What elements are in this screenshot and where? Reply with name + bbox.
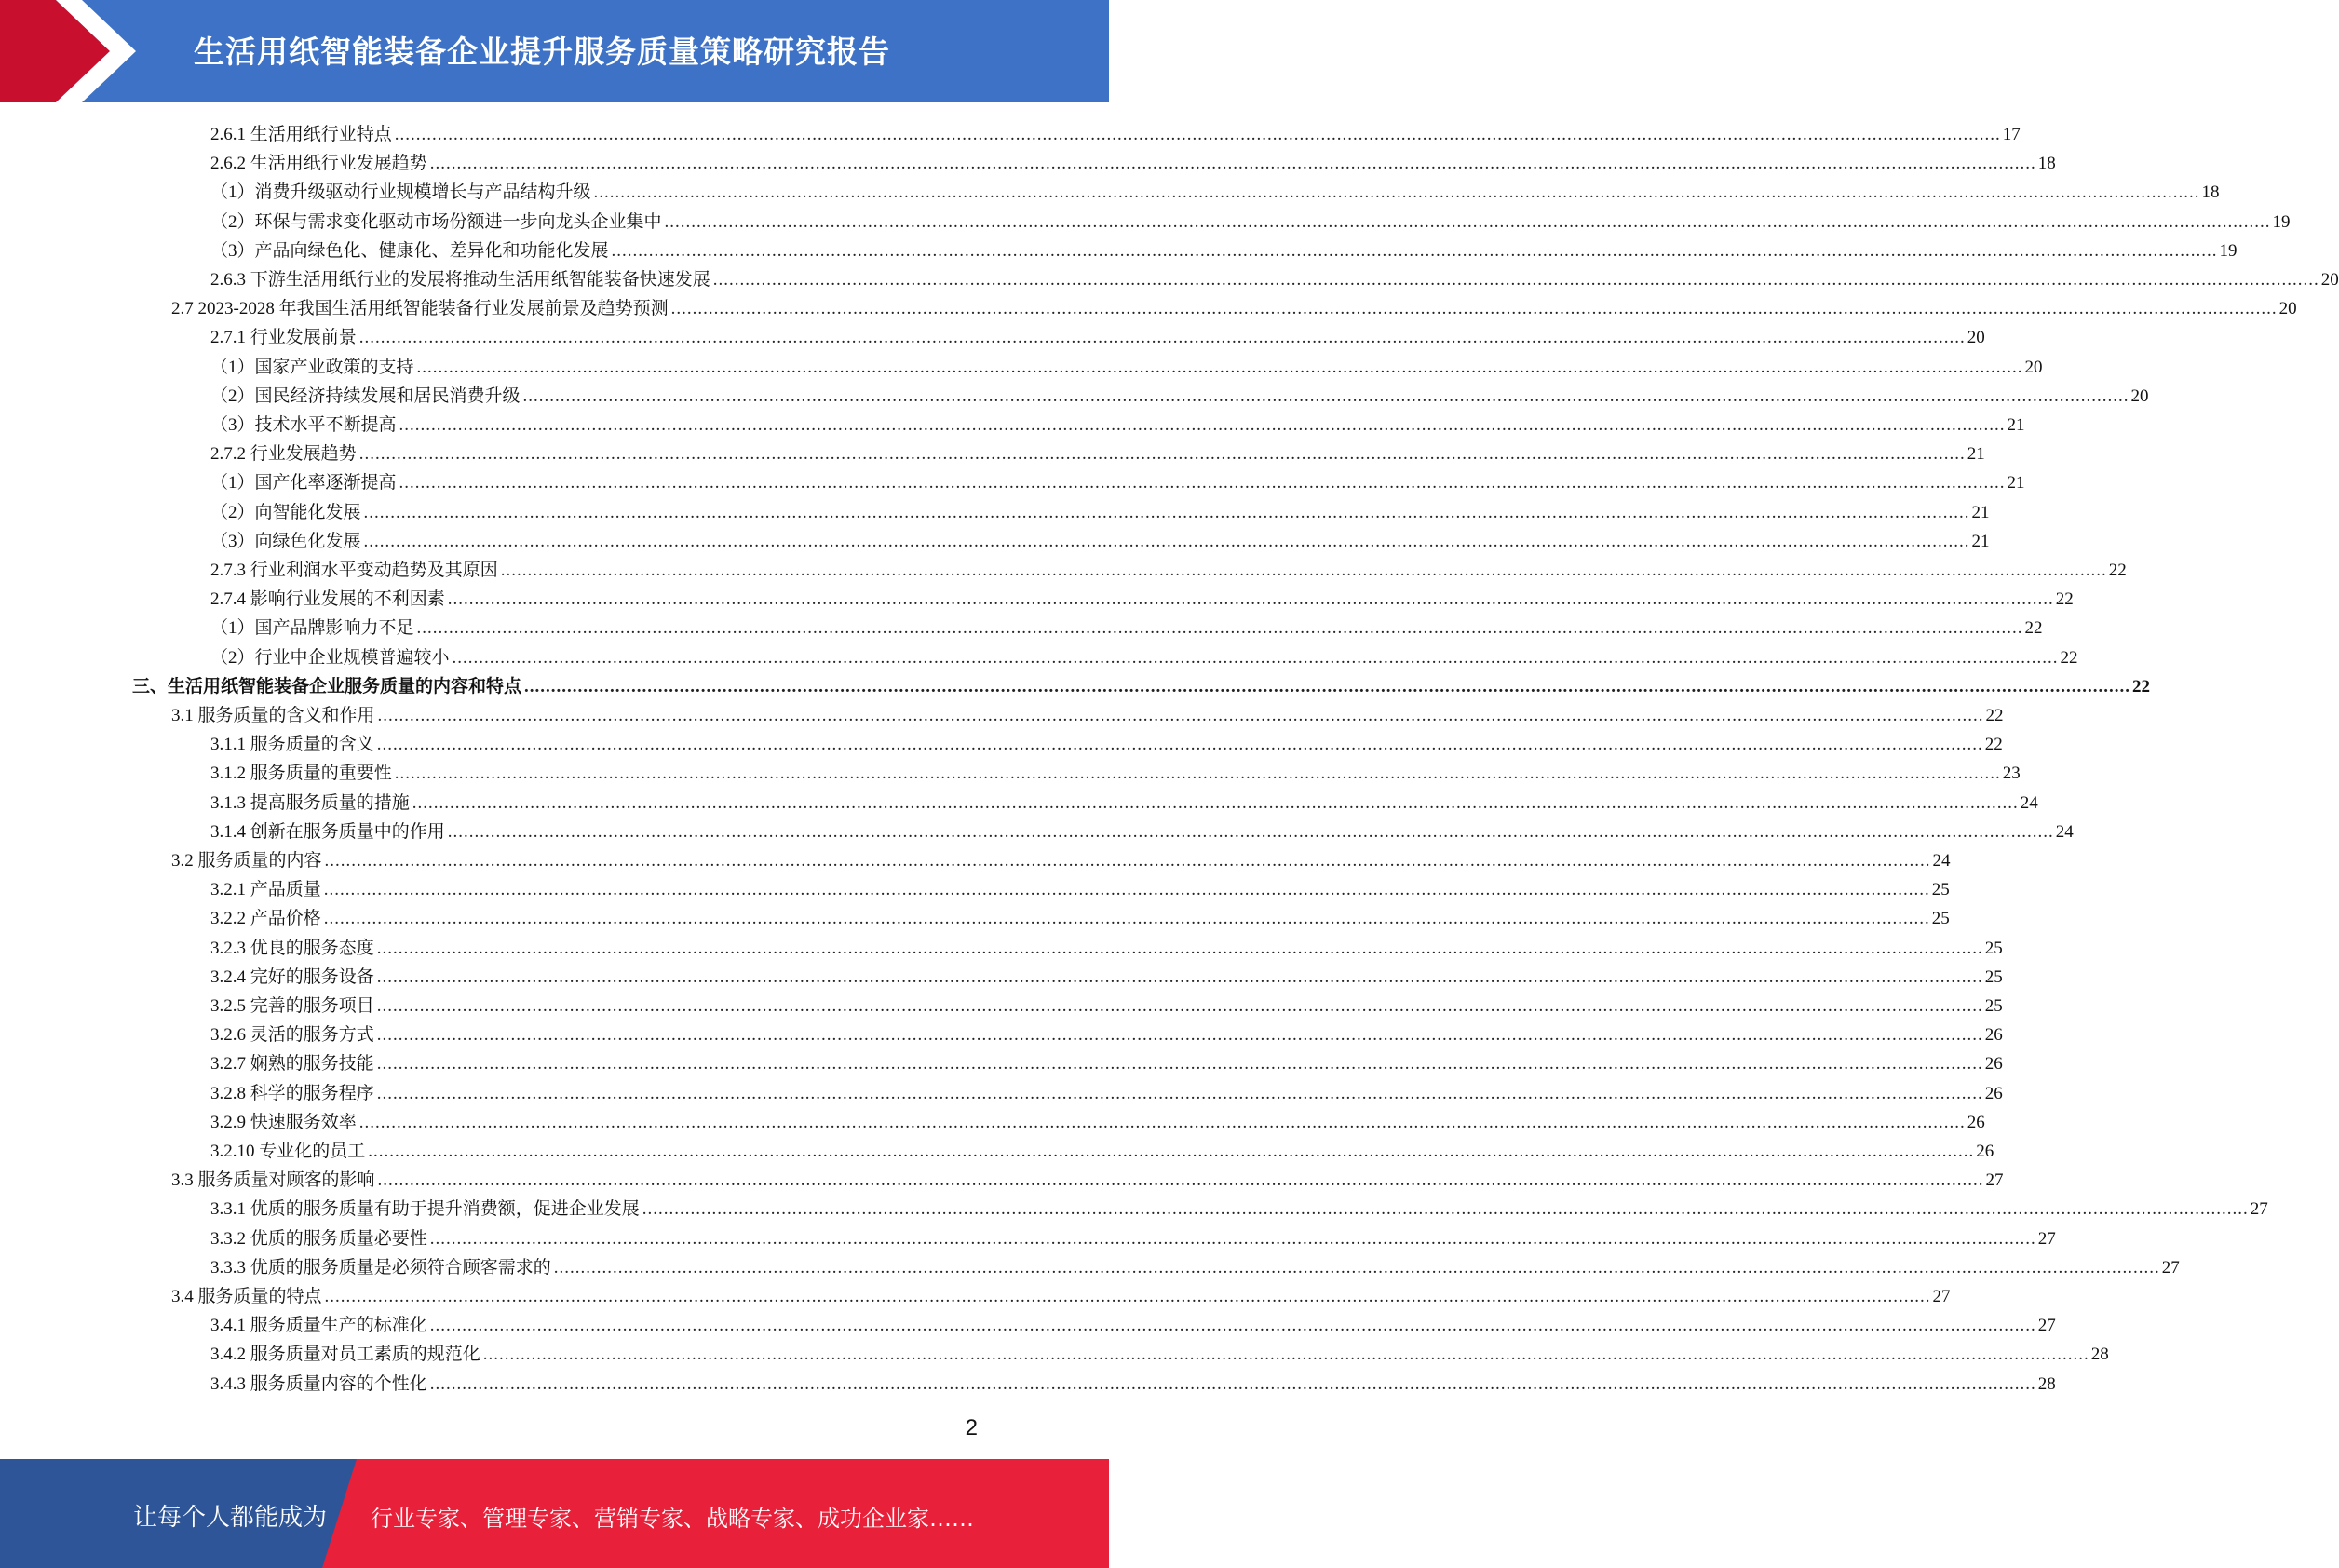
toc-entry-title: 2.7.1 行业发展前景 — [210, 328, 357, 348]
toc-entry-title: （2）环保与需求变化驱动市场份额进一步向龙头企业集中 — [210, 211, 662, 232]
page-header — [0, 0, 1109, 102]
toc-entry-title: （3）产品向绿色化、健康化、差异化和功能化发展 — [210, 240, 609, 261]
toc-entry-page: 28 — [2090, 1345, 2109, 1365]
toc-entry-page: 21 — [2007, 473, 2025, 493]
toc-entry-title: （2）行业中企业规模普遍较小 — [210, 647, 450, 668]
toc-entry-page: 27 — [1985, 1170, 2004, 1191]
toc-entry-title: 3.4 服务质量的特点 — [171, 1287, 322, 1306]
page-number: 2 — [965, 1415, 978, 1440]
toc-dot-leader: ............................................................................................................................................................................................................................................................................................................ — [593, 182, 2200, 203]
toc-dot-leader: ............................................................................................................................................................................................................................................................................................................ — [399, 415, 2006, 435]
toc-dot-leader: ............................................................................................................................................................................................................................................................................................................ — [377, 706, 1984, 725]
toc-entry[interactable] — [171, 1279, 1951, 1308]
toc-dot-leader: ............................................................................................................................................................................................................................................................................................................ — [429, 1373, 2036, 1394]
toc-entry-title: （2）国民经济持续发展和居民消费升级 — [210, 385, 521, 406]
toc-entry-title: 3.2.1 产品质量 — [210, 880, 321, 900]
toc-dot-leader: ............................................................................................................................................................................................................................................................................................................ — [429, 1228, 2036, 1249]
toc-entry-page: 27 — [1932, 1287, 1951, 1306]
toc-entry[interactable] — [210, 408, 2025, 437]
toc-dot-leader: ............................................................................................................................................................................................................................................................................................................ — [323, 909, 1930, 929]
toc-dot-leader: ............................................................................................................................................................................................................................................................................................................ — [363, 531, 1970, 551]
toc-entry-page: 25 — [1984, 938, 2003, 958]
toc-entry-title: 2.7.3 行业利润水平变动趋势及其原因 — [210, 561, 498, 580]
toc-entry[interactable] — [171, 698, 2004, 727]
toc-entry[interactable] — [210, 175, 2220, 204]
toc-entry-title: 3.4.2 服务质量对员工素质的规范化 — [210, 1345, 480, 1365]
toc-dot-leader: ............................................................................................................................................................................................................................................................................................................ — [394, 125, 2001, 144]
toc-entry-title: 3.3.2 优质的服务质量必要性 — [210, 1228, 427, 1249]
toc-entry-title: 3.1 服务质量的含义和作用 — [171, 706, 375, 725]
toc-entry-page: 26 — [1984, 1054, 2003, 1075]
footer-slogan-left: 让每个人都能成为 — [133, 1504, 328, 1532]
toc-entry-page: 27 — [2161, 1257, 2180, 1277]
toc-dot-leader: ............................................................................................................................................................................................................................................................................................................ — [368, 1142, 1975, 1161]
toc-dot-leader: ............................................................................................................................................................................................................................................................................................................ — [376, 966, 1983, 987]
toc-entry-page: 26 — [1984, 1025, 2003, 1046]
toc-entry-title: 3.2.6 灵活的服务方式 — [210, 1025, 374, 1046]
toc-entry-title: 3.1.1 服务质量的含义 — [210, 735, 374, 755]
toc-entry[interactable] — [210, 466, 2025, 494]
toc-dot-leader: ............................................................................................................................................................................................................................................................................................................ — [399, 473, 2006, 493]
toc-entry-page: 20 — [2320, 270, 2339, 290]
toc-entry-title: 3.1.2 服务质量的重要性 — [210, 764, 392, 784]
toc-entry-title: 3.2.3 优良的服务态度 — [210, 938, 374, 958]
toc-dot-leader: ............................................................................................................................................................................................................................................................................................................ — [664, 211, 2271, 232]
toc-entry-title: 3.2 服务质量的内容 — [171, 851, 322, 871]
toc-dot-leader: ............................................................................................................................................................................................................................................................................................................ — [447, 821, 2054, 842]
toc-entry-title: 3.2.7 娴熟的服务技能 — [210, 1054, 374, 1075]
toc-entry-page: 20 — [2278, 299, 2297, 319]
toc-dot-leader: ............................................................................................................................................................................................................................................................................................................ — [712, 270, 2319, 290]
toc-entry-page: 22 — [1984, 735, 2003, 755]
toc-entry-title: 3.2.10 专业化的员工 — [210, 1142, 366, 1161]
toc-entry[interactable] — [210, 1047, 2003, 1075]
toc-entry-title: （1）国家产业政策的支持 — [210, 357, 414, 377]
toc-entry-page: 24 — [1932, 851, 1951, 871]
toc-entry-page: 20 — [2130, 385, 2149, 406]
toc-dot-leader: ............................................................................................................................................................................................................................................................................................................ — [358, 328, 1966, 348]
toc-entry[interactable] — [210, 205, 2291, 234]
toc-entry-title: 2.7.4 影响行业发展的不利因素 — [210, 589, 445, 610]
toc-dot-leader: ............................................................................................................................................................................................................................................................................................................ — [394, 764, 2001, 784]
toc-entry-page: 18 — [2037, 154, 2056, 174]
toc-entry-page: 21 — [1971, 531, 1990, 551]
toc-entry[interactable] — [210, 931, 2003, 960]
toc-entry-page: 21 — [2007, 415, 2025, 435]
toc-dot-leader: ............................................................................................................................................................................................................................................................................................................ — [412, 792, 2019, 813]
toc-entry[interactable] — [210, 1134, 1994, 1163]
toc-entry[interactable] — [210, 1367, 2056, 1396]
toc-entry-title: 3.4.1 服务质量生产的标准化 — [210, 1316, 427, 1336]
toc-entry[interactable] — [132, 669, 2151, 698]
toc-entry[interactable] — [210, 901, 1950, 930]
toc-entry-page: 21 — [1971, 502, 1990, 522]
toc-entry[interactable] — [210, 437, 1985, 466]
page-footer — [0, 1459, 1109, 1568]
toc-entry-page: 20 — [1967, 328, 1985, 348]
toc-entry[interactable] — [210, 756, 2021, 785]
toc-entry-page: 22 — [2055, 589, 2074, 610]
toc-entry[interactable] — [210, 1222, 2056, 1250]
toc-entry[interactable] — [210, 350, 2043, 379]
toc-entry[interactable] — [210, 872, 1950, 901]
toc-entry-page: 25 — [1931, 909, 1950, 929]
toc-entry[interactable] — [171, 291, 2297, 320]
toc-dot-leader: ............................................................................................................................................................................................................................................................................................................ — [500, 561, 2107, 580]
toc-entry[interactable] — [210, 379, 2149, 408]
toc-entry-title: 3.3.3 优质的服务质量是必须符合顾客需求的 — [210, 1257, 551, 1277]
toc-entry[interactable] — [171, 1163, 2004, 1192]
toc-entry-page: 26 — [1984, 1083, 2003, 1103]
toc-entry-page: 25 — [1984, 966, 2003, 987]
toc-dot-leader: ............................................................................................................................................................................................................................................................................................................ — [323, 880, 1930, 900]
toc-entry-title: 三、生活用纸智能装备企业服务质量的内容和特点 — [132, 676, 522, 696]
toc-entry-page: 27 — [2037, 1228, 2056, 1249]
toc-dot-leader: ............................................................................................................................................................................................................................................................................................................ — [447, 589, 2054, 610]
toc-entry-page: 19 — [2219, 240, 2238, 261]
toc-entry-title: （1）消费升级驱动行业规模增长与产品结构升级 — [210, 182, 591, 203]
toc-entry-title: 3.3.1 优质的服务质量有助于提升消费额，促进企业发展 — [210, 1199, 640, 1220]
toc-dot-leader: ............................................................................................................................................................................................................................................................................................................ — [376, 938, 1983, 958]
toc-entry-page: 26 — [1976, 1142, 1994, 1161]
toc-entry[interactable] — [210, 1308, 2056, 1337]
toc-entry-page: 17 — [2002, 125, 2021, 144]
toc-entry-title: （3）技术水平不断提高 — [210, 415, 397, 435]
toc-dot-leader: ............................................................................................................................................................................................................................................................................................................ — [553, 1257, 2160, 1277]
toc-entry[interactable] — [210, 786, 2038, 815]
toc-entry[interactable] — [210, 1192, 2268, 1221]
toc-dot-leader: ............................................................................................................................................................................................................................................................................................................ — [670, 299, 2278, 319]
toc-dot-leader: ............................................................................................................................................................................................................................................................................................................ — [452, 647, 2059, 668]
toc-entry-page: 20 — [2024, 357, 2043, 377]
toc-entry[interactable] — [171, 844, 1951, 872]
toc-dot-leader: ............................................................................................................................................................................................................................................................................................................ — [363, 502, 1970, 522]
toc-entry-title: 2.6.3 下游生活用纸行业的发展将推动生活用纸智能装备快速发展 — [210, 270, 710, 290]
toc-dot-leader: ............................................................................................................................................................................................................................................................................................................ — [324, 1287, 1931, 1306]
toc-entry-title: （3）向绿色化发展 — [210, 531, 361, 551]
report-title: 生活用纸智能装备企业提升服务质量策略研究报告 — [194, 34, 890, 70]
toc-entry-page: 24 — [2020, 792, 2038, 813]
toc-entry[interactable] — [210, 1105, 1985, 1134]
toc-entry-page: 27 — [2250, 1199, 2268, 1220]
toc-entry-title: （2）向智能化发展 — [210, 502, 361, 522]
toc-entry-page: 26 — [1967, 1112, 1985, 1132]
toc-entry-title: 2.6.1 生活用纸行业特点 — [210, 125, 392, 144]
toc-dot-leader: ............................................................................................................................................................................................................................................................................................................ — [416, 357, 2023, 377]
toc-entry[interactable] — [210, 960, 2003, 989]
toc-entry-title: 3.2.5 完善的服务项目 — [210, 996, 374, 1016]
toc-entry-title: 2.7.2 行业发展趋势 — [210, 444, 357, 465]
toc-dot-leader: ............................................................................................................................................................................................................................................................................................................ — [376, 735, 1983, 755]
toc-entry-page: 22 — [2108, 561, 2127, 580]
toc-entry-title: 3.1.4 创新在服务质量中的作用 — [210, 821, 445, 842]
toc-entry-page: 18 — [2201, 182, 2220, 203]
toc-dot-leader: ............................................................................................................................................................................................................................................................................................................ — [482, 1345, 2089, 1365]
toc-entry-title: （1）国产化率逐渐提高 — [210, 473, 397, 493]
toc-entry[interactable] — [210, 1076, 2003, 1105]
toc-entry-page: 23 — [2002, 764, 2021, 784]
toc-entry-page: 25 — [1931, 880, 1950, 900]
toc-entry-title: 3.2.8 科学的服务程序 — [210, 1083, 374, 1103]
toc-entry[interactable] — [210, 320, 1985, 349]
toc-entry[interactable] — [210, 524, 1990, 553]
toc-entry[interactable] — [210, 553, 2127, 582]
toc-dot-leader: ............................................................................................................................................................................................................................................................................................................ — [324, 851, 1931, 871]
toc-entry-page: 22 — [2132, 676, 2151, 696]
toc-entry-title: 3.2.9 快速服务效率 — [210, 1112, 357, 1132]
toc-entry[interactable] — [210, 1018, 2003, 1047]
toc-entry-title: （1）国产品牌影响力不足 — [210, 618, 414, 639]
toc-dot-leader: ............................................................................................................................................................................................................................................................................................................ — [376, 1054, 1983, 1075]
toc-dot-leader: ............................................................................................................................................................................................................................................................................................................ — [642, 1199, 2249, 1220]
toc-entry[interactable] — [210, 727, 2003, 756]
toc-dot-leader: ............................................................................................................................................................................................................................................................................................................ — [611, 240, 2218, 261]
toc-dot-leader: ............................................................................................................................................................................................................................................................................................................ — [358, 1112, 1966, 1132]
toc-entry[interactable] — [210, 263, 2339, 291]
toc-entry-page: 24 — [2055, 821, 2074, 842]
toc-dot-leader: ............................................................................................................................................................................................................................................................................................................ — [377, 1170, 1984, 1191]
toc-entry[interactable] — [210, 815, 2074, 844]
toc-entry-page: 28 — [2037, 1373, 2056, 1394]
toc-dot-leader: ............................................................................................................................................................................................................................................................................................................ — [376, 1083, 1983, 1103]
toc-entry-page: 22 — [1985, 706, 2004, 725]
toc-entry-page: 21 — [1967, 444, 1985, 465]
toc-entry-page: 22 — [2024, 618, 2043, 639]
toc-dot-leader: ............................................................................................................................................................................................................................................................................................................ — [376, 996, 1983, 1016]
toc-entry[interactable] — [210, 1337, 2109, 1366]
toc-dot-leader: ............................................................................................................................................................................................................................................................................................................ — [522, 385, 2129, 406]
toc-entry[interactable] — [210, 582, 2074, 611]
toc-entry-page: 27 — [2037, 1316, 2056, 1336]
toc-entry-page: 19 — [2272, 211, 2291, 232]
footer-slogan-right: 行业专家、管理专家、营销专家、战略专家、成功企业家…… — [371, 1506, 974, 1532]
toc-entry[interactable] — [210, 234, 2238, 263]
toc-entry-title: 3.3 服务质量对顾客的影响 — [171, 1170, 375, 1191]
toc-entry-title: 3.2.2 产品价格 — [210, 909, 321, 929]
toc-entry[interactable] — [210, 117, 2021, 146]
toc-entry[interactable] — [210, 1250, 2180, 1279]
toc-entry[interactable] — [210, 989, 2003, 1018]
toc-dot-leader: ............................................................................................................................................................................................................................................................................................................ — [429, 1316, 2036, 1336]
toc-dot-leader: ............................................................................................................................................................................................................................................................................................................ — [358, 444, 1966, 465]
toc-entry-title: 3.4.3 服务质量内容的个性化 — [210, 1373, 427, 1394]
toc-entry-page: 25 — [1984, 996, 2003, 1016]
toc-dot-leader: ............................................................................................................................................................................................................................................................................................................ — [416, 618, 2023, 639]
toc-entry[interactable] — [210, 495, 1990, 524]
toc-entry-title: 3.2.4 完好的服务设备 — [210, 966, 374, 987]
toc-entry[interactable] — [210, 146, 2056, 175]
toc-entry-title: 2.6.2 生活用纸行业发展趋势 — [210, 154, 427, 174]
toc-entry[interactable] — [210, 641, 2078, 669]
toc-entry-title: 3.1.3 提高服务质量的措施 — [210, 792, 410, 813]
toc-entry-title: 2.7 2023-2028 年我国生活用纸智能装备行业发展前景及趋势预测 — [171, 299, 669, 319]
toc-dot-leader: ............................................................................................................................................................................................................................................................................................................ — [376, 1025, 1983, 1046]
toc-dot-leader: ............................................................................................................................................................................................................................................................................................................ — [429, 154, 2036, 174]
toc-entry[interactable] — [210, 611, 2043, 640]
toc-entry-page: 22 — [2060, 647, 2078, 668]
toc-dot-leader: ............................................................................................................................................................................................................................................................................................................ — [524, 676, 2131, 696]
